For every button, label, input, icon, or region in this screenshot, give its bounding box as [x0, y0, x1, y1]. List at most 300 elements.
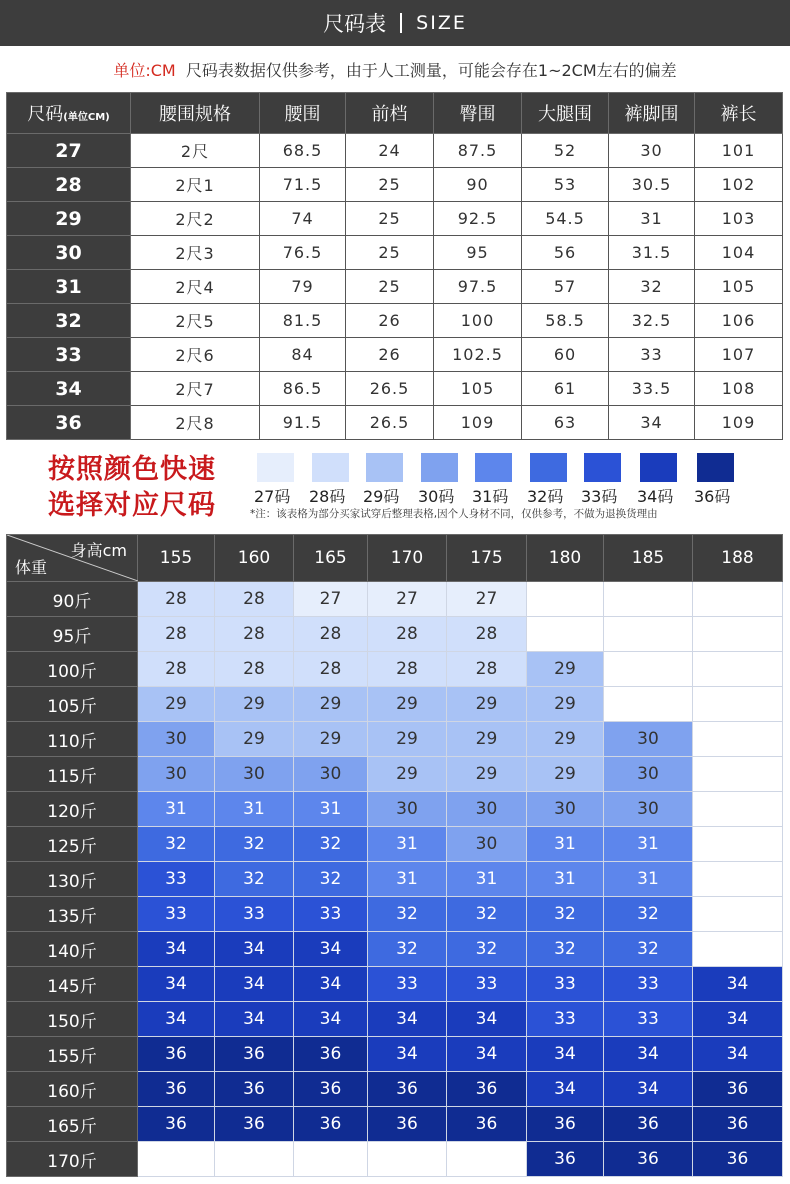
- fit-size-cell: 31: [368, 862, 447, 897]
- fit-size-cell: 33: [215, 897, 294, 932]
- weight-label: 160斤: [7, 1072, 138, 1107]
- weight-label: 90斤: [7, 582, 138, 617]
- size-table-cell: 58.5: [522, 304, 609, 338]
- fit-size-cell: [693, 827, 783, 862]
- size-table-cell: 91.5: [260, 406, 346, 440]
- fit-size-cell: 34: [693, 1037, 783, 1072]
- measurement-note: [0, 58, 790, 81]
- fit-size-cell: 31: [138, 792, 215, 827]
- fit-size-cell: 34: [215, 967, 294, 1002]
- size-table-cell: 54.5: [522, 202, 609, 236]
- fit-size-cell: 34: [527, 1072, 604, 1107]
- size-table-row: [7, 236, 783, 270]
- size-table-cell: 92.5: [434, 202, 522, 236]
- fit-size-cell: 32: [215, 862, 294, 897]
- size-table-col-header: 臀围: [434, 93, 522, 134]
- fit-size-cell: [527, 617, 604, 652]
- fit-size-cell: 30: [368, 792, 447, 827]
- fit-size-cell: 29: [447, 757, 527, 792]
- title-cn: 尺码表: [323, 12, 387, 36]
- size-table-cell: 2尺8: [131, 406, 260, 440]
- size-table-cell: 26.5: [346, 406, 434, 440]
- fit-size-cell: [138, 1142, 215, 1177]
- fit-size-cell: 28: [215, 582, 294, 617]
- fit-size-cell: 30: [447, 827, 527, 862]
- fit-size-cell: 29: [368, 757, 447, 792]
- fit-size-cell: 29: [294, 687, 368, 722]
- fit-size-cell: 28: [138, 652, 215, 687]
- fit-size-cell: 36: [604, 1142, 693, 1177]
- fit-table-row: [7, 757, 783, 792]
- size-table-cell: 31: [609, 202, 695, 236]
- legend-swatch: [421, 453, 458, 482]
- size-table-cell: 79: [260, 270, 346, 304]
- fit-table-row: [7, 827, 783, 862]
- fit-size-cell: 33: [138, 897, 215, 932]
- fit-size-cell: 34: [138, 932, 215, 967]
- fit-size-cell: [693, 862, 783, 897]
- fit-size-cell: 34: [447, 1037, 527, 1072]
- fit-table-header: [7, 535, 783, 582]
- size-table-cell: 102: [695, 168, 783, 202]
- title-en: SIZE: [416, 12, 467, 34]
- fit-size-cell: 33: [604, 967, 693, 1002]
- size-table-cell: 109: [695, 406, 783, 440]
- fit-size-cell: 34: [368, 1002, 447, 1037]
- fit-size-cell: [693, 582, 783, 617]
- fit-size-cell: 36: [215, 1107, 294, 1142]
- legend-label: 34码: [637, 487, 674, 506]
- fit-size-cell: [215, 1142, 294, 1177]
- fit-size-cell: 34: [294, 967, 368, 1002]
- fit-table-corner: [7, 535, 138, 582]
- fit-size-cell: 34: [215, 932, 294, 967]
- fit-size-cell: 34: [368, 1037, 447, 1072]
- fit-size-cell: 34: [138, 1002, 215, 1037]
- size-table-cell: 2尺: [131, 134, 260, 168]
- size-table-cell: 60: [522, 338, 609, 372]
- height-col-header: 170: [368, 535, 447, 582]
- size-table-cell: 2尺4: [131, 270, 260, 304]
- fit-size-cell: 29: [527, 687, 604, 722]
- fit-size-cell: 31: [527, 827, 604, 862]
- size-table-row: [7, 406, 783, 440]
- weight-label: 125斤: [7, 827, 138, 862]
- size-table-cell: 30.5: [609, 168, 695, 202]
- fit-size-cell: 27: [294, 582, 368, 617]
- size-table-cell: 56: [522, 236, 609, 270]
- fit-size-cell: 30: [215, 757, 294, 792]
- fit-size-cell: 34: [693, 967, 783, 1002]
- size-table-cell: 68.5: [260, 134, 346, 168]
- size-table-cell: 2尺6: [131, 338, 260, 372]
- fit-size-cell: 28: [138, 617, 215, 652]
- fit-size-cell: 30: [294, 757, 368, 792]
- fit-size-cell: 30: [138, 722, 215, 757]
- fit-size-cell: 33: [527, 967, 604, 1002]
- size-table-cell: 76.5: [260, 236, 346, 270]
- size-label: 28: [7, 168, 131, 202]
- fit-size-cell: 36: [447, 1107, 527, 1142]
- size-table-cell: 32: [609, 270, 695, 304]
- size-table-cell: 34: [609, 406, 695, 440]
- fit-size-cell: 28: [368, 617, 447, 652]
- fit-size-cell: 31: [368, 827, 447, 862]
- size-table-cell: 105: [695, 270, 783, 304]
- weight-label: 105斤: [7, 687, 138, 722]
- fit-table-body: [7, 582, 783, 1177]
- fit-size-cell: 28: [138, 582, 215, 617]
- size-table-body: [7, 134, 783, 440]
- fit-size-cell: 27: [447, 582, 527, 617]
- fit-size-cell: 31: [604, 827, 693, 862]
- fit-table-row: [7, 722, 783, 757]
- legend-title-line1: 按照颜色快速: [48, 454, 216, 485]
- size-table-row: [7, 202, 783, 236]
- fit-table-row: [7, 1002, 783, 1037]
- size-table-cell: 26: [346, 338, 434, 372]
- weight-label: 135斤: [7, 897, 138, 932]
- size-table-cell: 26: [346, 304, 434, 338]
- fit-size-cell: 30: [527, 792, 604, 827]
- fit-size-cell: 33: [294, 897, 368, 932]
- fit-size-cell: 36: [368, 1072, 447, 1107]
- fit-size-cell: 29: [368, 687, 447, 722]
- fit-size-cell: 29: [527, 722, 604, 757]
- size-label: 31: [7, 270, 131, 304]
- fit-table-row: [7, 1107, 783, 1142]
- legend-swatch: [366, 453, 403, 482]
- legend-swatch: [475, 453, 512, 482]
- size-label: 30: [7, 236, 131, 270]
- size-table-cell: 25: [346, 202, 434, 236]
- fit-size-cell: 31: [604, 862, 693, 897]
- fit-size-cell: 28: [215, 652, 294, 687]
- fit-table-row: [7, 1072, 783, 1107]
- size-label: 32: [7, 304, 131, 338]
- fit-size-cell: 36: [138, 1072, 215, 1107]
- weight-label: 95斤: [7, 617, 138, 652]
- fit-size-cell: 32: [368, 897, 447, 932]
- fit-size-cell: 32: [604, 932, 693, 967]
- fit-size-cell: 27: [368, 582, 447, 617]
- size-table-cell: 109: [434, 406, 522, 440]
- size-table-cell: 2尺3: [131, 236, 260, 270]
- fit-size-cell: 36: [693, 1072, 783, 1107]
- size-header-main: 尺码: [27, 104, 64, 125]
- fit-table-row: [7, 967, 783, 1002]
- size-table-row: [7, 338, 783, 372]
- fit-size-cell: 28: [447, 617, 527, 652]
- size-label: 27: [7, 134, 131, 168]
- fit-size-cell: 33: [447, 967, 527, 1002]
- fit-table: [6, 534, 783, 1177]
- weight-label: 155斤: [7, 1037, 138, 1072]
- fit-size-cell: [604, 652, 693, 687]
- fit-table-row: [7, 932, 783, 967]
- header-banner: [0, 0, 790, 46]
- fit-size-cell: [693, 617, 783, 652]
- size-table-cell: 107: [695, 338, 783, 372]
- size-label: 29: [7, 202, 131, 236]
- weight-label: 110斤: [7, 722, 138, 757]
- size-table-cell: 53: [522, 168, 609, 202]
- legend-label: 30码: [418, 487, 455, 506]
- size-table-col-header: 腰围规格: [131, 93, 260, 134]
- height-col-header: 188: [693, 535, 783, 582]
- fit-size-cell: 30: [604, 792, 693, 827]
- size-table-cell: 30: [609, 134, 695, 168]
- fit-size-cell: [604, 582, 693, 617]
- size-table-cell: 25: [346, 168, 434, 202]
- fit-size-cell: 36: [138, 1037, 215, 1072]
- legend-label: 29码: [363, 487, 400, 506]
- fit-size-cell: 29: [138, 687, 215, 722]
- fit-size-cell: [294, 1142, 368, 1177]
- legend-title-line2: 选择对应尺码: [48, 490, 216, 521]
- note-text: 尺码表数据仅供参考，由于人工测量，可能会存在1~2CM左右的偏差: [185, 61, 677, 80]
- size-table-cell: 106: [695, 304, 783, 338]
- title-divider: [400, 13, 402, 33]
- fit-size-cell: 31: [294, 792, 368, 827]
- legend-label: 27码: [254, 487, 291, 506]
- fit-size-cell: 32: [447, 932, 527, 967]
- weight-label: 150斤: [7, 1002, 138, 1037]
- fit-size-cell: 36: [527, 1142, 604, 1177]
- fit-size-cell: 33: [368, 967, 447, 1002]
- fit-size-cell: 34: [447, 1002, 527, 1037]
- height-col-header: 165: [294, 535, 368, 582]
- legend-swatch: [257, 453, 294, 482]
- fit-size-cell: 34: [604, 1072, 693, 1107]
- fit-size-cell: 32: [447, 897, 527, 932]
- fit-size-cell: 34: [527, 1037, 604, 1072]
- size-table-row: [7, 372, 783, 406]
- weight-label: 145斤: [7, 967, 138, 1002]
- fit-table-row: [7, 862, 783, 897]
- fit-size-cell: 29: [215, 687, 294, 722]
- size-table-cell: 61: [522, 372, 609, 406]
- fit-size-cell: [693, 652, 783, 687]
- size-table-col-header: 大腿围: [522, 93, 609, 134]
- fit-size-cell: 36: [368, 1107, 447, 1142]
- fit-size-cell: 34: [693, 1002, 783, 1037]
- size-table-row: [7, 168, 783, 202]
- height-col-header: 185: [604, 535, 693, 582]
- fit-size-cell: 29: [294, 722, 368, 757]
- size-column-header: [7, 93, 131, 134]
- fit-size-cell: 33: [604, 1002, 693, 1037]
- fit-size-cell: 30: [447, 792, 527, 827]
- size-table-cell: 81.5: [260, 304, 346, 338]
- size-header-unit: (单位CM): [63, 112, 110, 123]
- fit-size-cell: 34: [604, 1037, 693, 1072]
- fit-size-cell: 32: [138, 827, 215, 862]
- fit-size-cell: 36: [693, 1142, 783, 1177]
- size-table-cell: 2尺2: [131, 202, 260, 236]
- size-table-cell: 104: [695, 236, 783, 270]
- fit-size-cell: 29: [447, 722, 527, 757]
- fit-table-row: [7, 897, 783, 932]
- size-table-col-header: 裤长: [695, 93, 783, 134]
- fit-size-cell: 28: [294, 652, 368, 687]
- size-table-cell: 86.5: [260, 372, 346, 406]
- fit-size-cell: [604, 687, 693, 722]
- fit-size-cell: 31: [447, 862, 527, 897]
- fit-size-cell: 30: [138, 757, 215, 792]
- size-label: 36: [7, 406, 131, 440]
- size-label: 33: [7, 338, 131, 372]
- fit-size-cell: 36: [447, 1072, 527, 1107]
- size-table-cell: 102.5: [434, 338, 522, 372]
- fit-size-cell: 32: [294, 827, 368, 862]
- fit-size-cell: [604, 617, 693, 652]
- weight-label: 130斤: [7, 862, 138, 897]
- size-table-cell: 2尺7: [131, 372, 260, 406]
- fit-table-row: [7, 792, 783, 827]
- fit-size-cell: 28: [294, 617, 368, 652]
- height-col-header: 155: [138, 535, 215, 582]
- size-table-cell: 24: [346, 134, 434, 168]
- fit-size-cell: 36: [294, 1107, 368, 1142]
- size-table-cell: 31.5: [609, 236, 695, 270]
- size-label: 34: [7, 372, 131, 406]
- size-table-cell: 33.5: [609, 372, 695, 406]
- height-col-header: 160: [215, 535, 294, 582]
- fit-size-cell: [693, 897, 783, 932]
- fit-size-cell: 32: [527, 897, 604, 932]
- size-table-row: [7, 270, 783, 304]
- fit-size-cell: 30: [604, 757, 693, 792]
- legend-swatch: [530, 453, 567, 482]
- fit-size-cell: 36: [294, 1037, 368, 1072]
- fit-size-cell: 36: [138, 1107, 215, 1142]
- fit-size-cell: [693, 687, 783, 722]
- fit-size-cell: 36: [215, 1072, 294, 1107]
- fit-size-cell: 36: [527, 1107, 604, 1142]
- size-table-col-header: 裤脚围: [609, 93, 695, 134]
- height-col-header: 180: [527, 535, 604, 582]
- fit-size-cell: 34: [294, 932, 368, 967]
- size-table-cell: 84: [260, 338, 346, 372]
- size-table-header: [7, 93, 783, 134]
- fit-size-cell: 29: [368, 722, 447, 757]
- height-col-header: 175: [447, 535, 527, 582]
- size-table-cell: 100: [434, 304, 522, 338]
- size-table-cell: 63: [522, 406, 609, 440]
- fit-size-cell: 36: [215, 1037, 294, 1072]
- legend-swatch: [640, 453, 677, 482]
- fit-table-row: [7, 652, 783, 687]
- fit-size-cell: [693, 932, 783, 967]
- size-table-cell: 97.5: [434, 270, 522, 304]
- size-table-cell: 25: [346, 270, 434, 304]
- size-table-cell: 52: [522, 134, 609, 168]
- size-table-col-header: 腰围: [260, 93, 346, 134]
- fit-size-cell: [368, 1142, 447, 1177]
- fit-table-row: [7, 582, 783, 617]
- fit-size-cell: 29: [527, 757, 604, 792]
- legend-label: 28码: [309, 487, 346, 506]
- size-table-cell: 26.5: [346, 372, 434, 406]
- size-table-cell: 33: [609, 338, 695, 372]
- height-axis-label: 身高cm: [70, 541, 127, 560]
- size-table-cell: 2尺5: [131, 304, 260, 338]
- legend-title: [48, 452, 216, 524]
- size-table-cell: 74: [260, 202, 346, 236]
- size-table-row: [7, 304, 783, 338]
- fit-size-cell: 31: [527, 862, 604, 897]
- fit-size-cell: 31: [215, 792, 294, 827]
- fit-size-cell: 29: [447, 687, 527, 722]
- fit-size-cell: 34: [215, 1002, 294, 1037]
- size-table-cell: 90: [434, 168, 522, 202]
- fit-size-cell: 34: [138, 967, 215, 1002]
- fit-size-cell: 36: [604, 1107, 693, 1142]
- fit-size-cell: 28: [447, 652, 527, 687]
- fit-size-cell: 32: [294, 862, 368, 897]
- size-table-col-header: 前档: [346, 93, 434, 134]
- size-table-cell: 105: [434, 372, 522, 406]
- fit-table-row: [7, 687, 783, 722]
- size-table-row: [7, 134, 783, 168]
- fit-size-cell: [527, 582, 604, 617]
- size-table-cell: 108: [695, 372, 783, 406]
- fit-size-cell: 34: [294, 1002, 368, 1037]
- size-table-cell: 95: [434, 236, 522, 270]
- fit-size-cell: 28: [368, 652, 447, 687]
- disclaimer-note: *注：该表格为部分买家试穿后整理表格,因个人身材不同，仅供参考，不做为退换货理由: [250, 508, 658, 520]
- weight-label: 140斤: [7, 932, 138, 967]
- size-table-cell: 101: [695, 134, 783, 168]
- size-table-cell: 87.5: [434, 134, 522, 168]
- legend-swatch: [312, 453, 349, 482]
- size-table-cell: 2尺1: [131, 168, 260, 202]
- size-table-cell: 71.5: [260, 168, 346, 202]
- size-table-cell: 103: [695, 202, 783, 236]
- size-table-cell: 32.5: [609, 304, 695, 338]
- fit-size-cell: [693, 792, 783, 827]
- weight-axis-label: 体重: [15, 558, 48, 577]
- fit-size-cell: 32: [527, 932, 604, 967]
- legend-label: 36码: [694, 487, 731, 506]
- fit-size-cell: 29: [215, 722, 294, 757]
- weight-label: 100斤: [7, 652, 138, 687]
- unit-label: 单位:CM: [113, 61, 176, 80]
- fit-table-row: [7, 1142, 783, 1177]
- weight-label: 115斤: [7, 757, 138, 792]
- fit-size-cell: 32: [368, 932, 447, 967]
- fit-size-cell: 30: [604, 722, 693, 757]
- weight-label: 170斤: [7, 1142, 138, 1177]
- fit-size-cell: 33: [527, 1002, 604, 1037]
- fit-table-row: [7, 617, 783, 652]
- size-table-cell: 57: [522, 270, 609, 304]
- size-table-cell: 25: [346, 236, 434, 270]
- weight-label: 165斤: [7, 1107, 138, 1142]
- legend-label: 33码: [581, 487, 618, 506]
- fit-size-cell: 36: [693, 1107, 783, 1142]
- fit-table-row: [7, 1037, 783, 1072]
- legend-label: 31码: [472, 487, 509, 506]
- fit-size-cell: 36: [294, 1072, 368, 1107]
- legend-swatch: [697, 453, 734, 482]
- size-table: [6, 92, 783, 440]
- fit-size-cell: [693, 757, 783, 792]
- fit-size-cell: 28: [215, 617, 294, 652]
- fit-size-cell: [693, 722, 783, 757]
- fit-size-cell: 33: [138, 862, 215, 897]
